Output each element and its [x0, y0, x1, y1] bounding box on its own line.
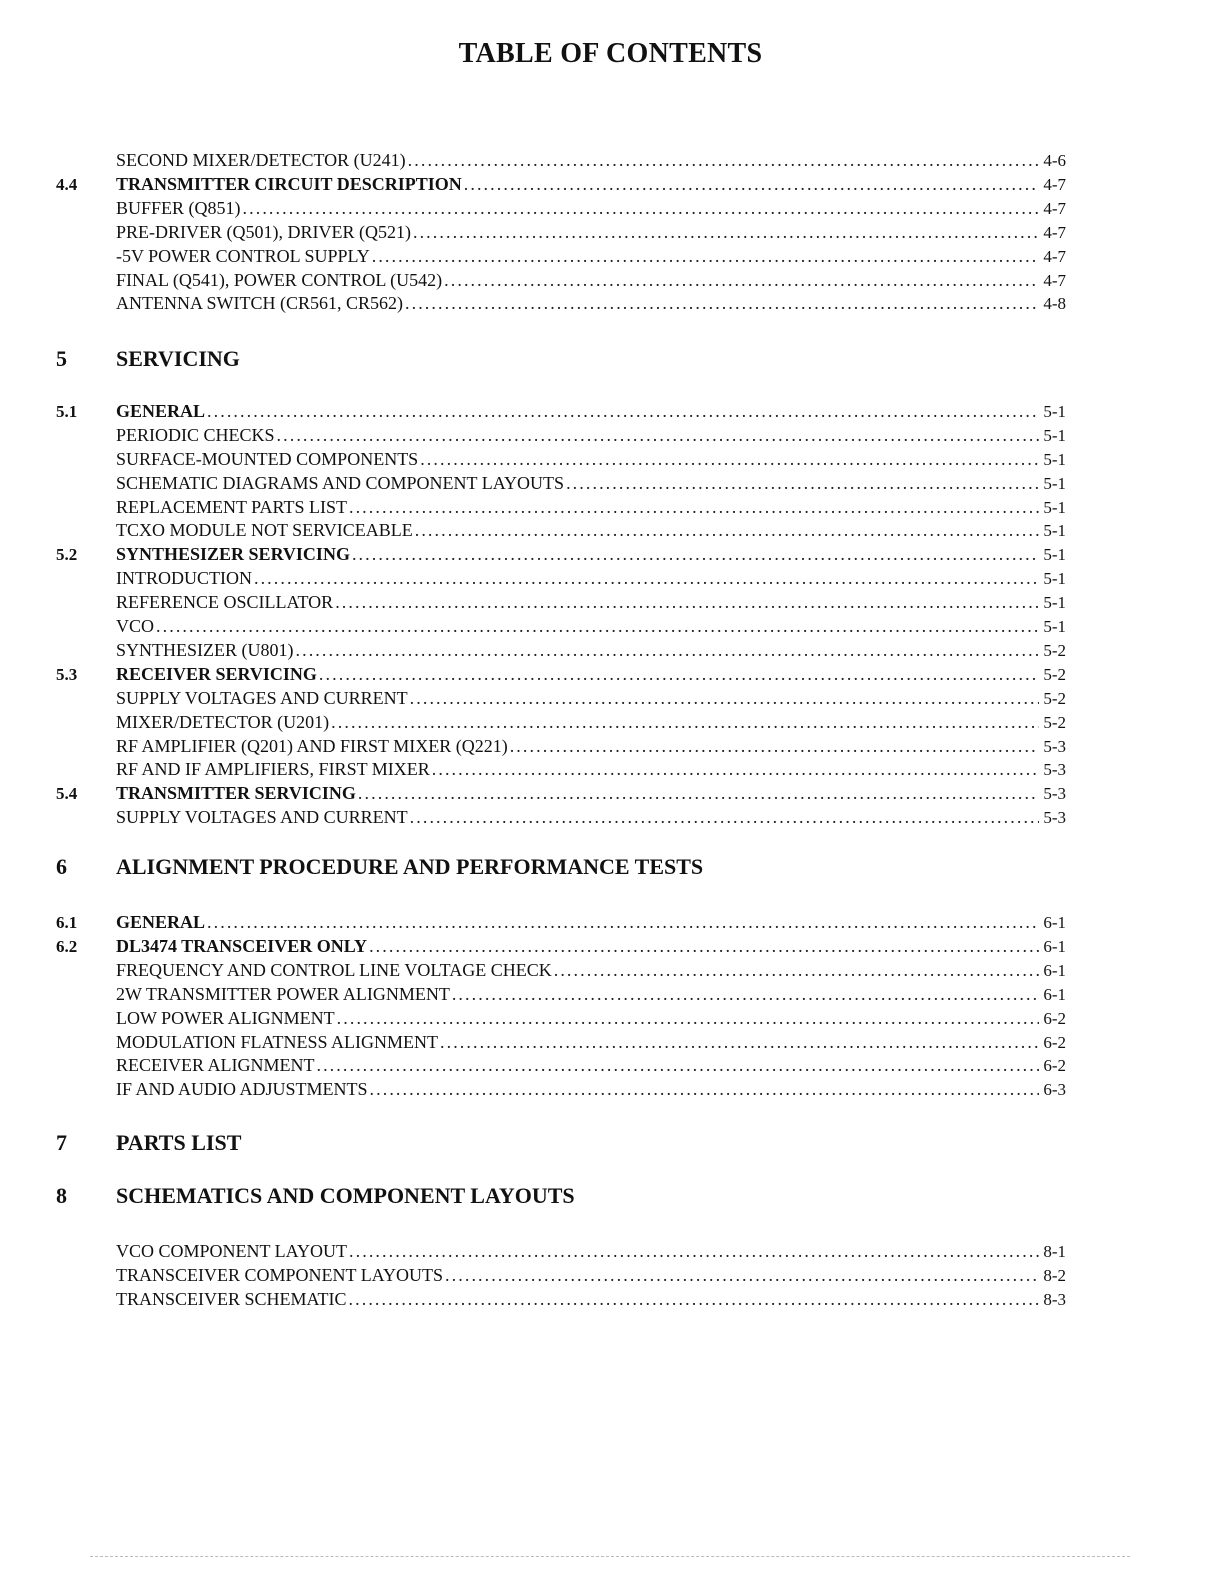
toc-entry[interactable]	[56, 424, 1066, 447]
dot-leader	[243, 197, 1040, 219]
toc-entry-page: 5-2	[1043, 665, 1066, 684]
toc-entry[interactable]	[56, 1078, 1066, 1101]
toc-entry-number: 6.1	[56, 913, 78, 932]
dot-leader	[349, 1288, 1040, 1310]
dot-leader	[420, 448, 1039, 470]
dot-leader	[432, 758, 1040, 780]
toc-entry-page: 6-2	[1043, 1056, 1066, 1075]
toc-entry-label: -5V POWER CONTROL SUPPLY	[116, 246, 370, 266]
toc-entry[interactable]	[56, 1007, 1066, 1030]
toc-entry-page: 4-7	[1043, 247, 1066, 266]
toc-entry[interactable]	[56, 245, 1066, 268]
toc-entry[interactable]	[56, 711, 1066, 734]
section-title: SERVICING	[116, 346, 240, 371]
toc-entry-label: DL3474 TRANSCEIVER ONLY	[116, 936, 368, 956]
dot-leader	[352, 543, 1039, 565]
toc-entry-page: 5-1	[1043, 402, 1066, 421]
toc-entry-label: TCXO MODULE NOT SERVICEABLE	[116, 520, 413, 540]
toc-entry[interactable]	[56, 1054, 1066, 1077]
toc-entry[interactable]	[56, 663, 1066, 686]
toc-entry[interactable]	[56, 292, 1066, 315]
toc-entry-page: 5-1	[1043, 545, 1066, 564]
toc-entry-label: BUFFER (Q851)	[116, 198, 241, 218]
section-number: 5	[56, 346, 67, 371]
toc-entry[interactable]	[56, 806, 1066, 829]
toc-entry-page: 4-7	[1043, 199, 1066, 218]
section-title: SCHEMATICS AND COMPONENT LAYOUTS	[116, 1183, 575, 1208]
toc-entry-page: 4-7	[1043, 223, 1066, 242]
toc-entry-label: MIXER/DETECTOR (U201)	[116, 712, 330, 732]
toc-entry-page: 4-7	[1043, 271, 1066, 290]
dot-leader	[331, 711, 1039, 733]
toc-entry-label: FREQUENCY AND CONTROL LINE VOLTAGE CHECK	[116, 960, 552, 980]
toc-entry-label: VCO COMPONENT LAYOUT	[116, 1241, 348, 1261]
section-heading[interactable]	[56, 1183, 575, 1209]
toc-entry[interactable]	[56, 1240, 1066, 1263]
section-heading[interactable]	[56, 1130, 241, 1156]
dot-leader	[464, 173, 1040, 195]
dot-leader	[405, 292, 1039, 314]
toc-entry-label: SURFACE-MOUNTED COMPONENTS	[116, 449, 419, 469]
toc-entry-page: 5-1	[1043, 593, 1066, 612]
toc-entry-page: 5-2	[1043, 689, 1066, 708]
toc-entry-number: 5.3	[56, 665, 78, 684]
toc-entry-label: ANTENNA SWITCH (CR561, CR562)	[116, 293, 403, 313]
toc-entry-label: SUPPLY VOLTAGES AND CURRENT	[116, 807, 408, 827]
toc-entry[interactable]	[56, 935, 1066, 958]
toc-entry[interactable]	[56, 567, 1066, 590]
toc-entry[interactable]	[56, 687, 1066, 710]
toc-entry-page: 5-1	[1043, 474, 1066, 493]
toc-entry-label: MODULATION FLATNESS ALIGNMENT	[116, 1032, 438, 1052]
dot-leader	[337, 1007, 1040, 1029]
dot-leader	[372, 245, 1040, 267]
toc-entry-page: 5-1	[1043, 450, 1066, 469]
toc-entry-number: 5.1	[56, 402, 78, 421]
dot-leader	[358, 782, 1039, 804]
toc-entry-label: RECEIVER ALIGNMENT	[116, 1055, 315, 1075]
toc-entry-number: 5.4	[56, 784, 78, 803]
toc-entry-label: RECEIVER SERVICING	[116, 664, 317, 684]
toc-entry[interactable]	[56, 1031, 1066, 1054]
toc-entry-page: 4-6	[1043, 151, 1066, 170]
toc-entry[interactable]	[56, 543, 1066, 566]
toc-entry[interactable]	[56, 782, 1066, 805]
dot-leader	[444, 269, 1039, 291]
dot-leader	[349, 1240, 1039, 1262]
section-number: 8	[56, 1183, 67, 1208]
toc-entry[interactable]	[56, 400, 1066, 423]
toc-entry-page: 6-1	[1043, 985, 1066, 1004]
dot-leader	[440, 1031, 1039, 1053]
toc-entry[interactable]	[56, 959, 1066, 982]
dot-leader	[445, 1264, 1039, 1286]
toc-entry-label: TRANSMITTER CIRCUIT DESCRIPTION	[116, 174, 462, 194]
dot-leader	[554, 959, 1040, 981]
toc-entry-label: VCO	[116, 616, 155, 636]
dot-leader	[156, 615, 1039, 637]
toc-entry-page: 5-1	[1043, 569, 1066, 588]
dot-leader	[296, 639, 1040, 661]
toc-entry-label: IF AND AUDIO ADJUSTMENTS	[116, 1079, 368, 1099]
dot-leader	[413, 221, 1039, 243]
toc-entry-page: 4-8	[1043, 294, 1066, 313]
bottom-rule	[90, 1556, 1130, 1557]
toc-entry[interactable]	[56, 448, 1066, 471]
dot-leader	[452, 983, 1040, 1005]
toc-entry-label: SCHEMATIC DIAGRAMS AND COMPONENT LAYOUTS	[116, 473, 565, 493]
toc-entry-label: SECOND MIXER/DETECTOR (U241)	[116, 150, 406, 170]
section-heading[interactable]	[56, 854, 703, 880]
toc-entry[interactable]	[56, 983, 1066, 1006]
dot-leader	[410, 806, 1040, 828]
toc-entry-label: 2W TRANSMITTER POWER ALIGNMENT	[116, 984, 450, 1004]
toc-entry-number: 5.2	[56, 545, 78, 564]
toc-entry-label: RF AMPLIFIER (Q201) AND FIRST MIXER (Q221)	[116, 736, 508, 756]
toc-entry[interactable]	[56, 591, 1066, 614]
dot-leader	[254, 567, 1039, 589]
toc-entry-label: TRANSMITTER SERVICING	[116, 783, 356, 803]
toc-entry-page: 5-1	[1043, 617, 1066, 636]
toc-entry-page: 5-3	[1043, 737, 1066, 756]
section-title: PARTS LIST	[116, 1130, 242, 1155]
toc-entry[interactable]	[56, 149, 1066, 172]
toc-entry[interactable]	[56, 735, 1066, 758]
toc-entry-number: 6.2	[56, 937, 78, 956]
toc-entry-page: 8-3	[1043, 1290, 1066, 1309]
toc-entry[interactable]	[56, 173, 1066, 196]
section-number: 6	[56, 854, 67, 879]
dot-leader	[370, 1078, 1040, 1100]
section-title: ALIGNMENT PROCEDURE AND PERFORMANCE TESTS	[116, 854, 704, 879]
dot-leader	[369, 935, 1039, 957]
toc-entry-page: 5-3	[1043, 760, 1066, 779]
toc-entry-page: 6-1	[1043, 937, 1066, 956]
dot-leader	[408, 149, 1040, 171]
toc-entry-page: 5-3	[1043, 784, 1066, 803]
toc-entry[interactable]	[56, 911, 1066, 934]
dot-leader	[277, 424, 1040, 446]
toc-entry-label: GENERAL	[116, 401, 206, 421]
toc-entry-label: SYNTHESIZER SERVICING	[116, 544, 350, 564]
toc-entry-page: 5-2	[1043, 641, 1066, 660]
toc-entry-label: GENERAL	[116, 912, 206, 932]
toc-entry-number: 4.4	[56, 175, 78, 194]
dot-leader	[207, 400, 1039, 422]
page-title: TABLE OF CONTENTS	[458, 38, 763, 69]
dot-leader	[316, 1054, 1039, 1076]
toc-entry[interactable]	[56, 269, 1066, 292]
section-number: 7	[56, 1130, 67, 1155]
toc-entry-page: 8-1	[1043, 1242, 1066, 1261]
toc-entry-page: 6-3	[1043, 1080, 1066, 1099]
toc-entry-label: REFERENCE OSCILLATOR	[116, 592, 334, 612]
toc-entry-label: REPLACEMENT PARTS LIST	[116, 497, 347, 517]
toc-entry-page: 8-2	[1043, 1266, 1066, 1285]
toc-entry-page: 6-2	[1043, 1009, 1066, 1028]
dot-leader	[319, 663, 1039, 685]
toc-entry-label: TRANSCEIVER SCHEMATIC	[116, 1289, 347, 1309]
toc-entry[interactable]	[56, 615, 1066, 638]
dot-leader	[207, 911, 1039, 933]
toc-entry[interactable]	[56, 1288, 1066, 1311]
toc-entry-page: 6-1	[1043, 913, 1066, 932]
toc-entry-page: 6-2	[1043, 1033, 1066, 1052]
dot-leader	[566, 472, 1039, 494]
dot-leader	[410, 687, 1040, 709]
toc-entry-label: TRANSCEIVER COMPONENT LAYOUTS	[116, 1265, 444, 1285]
toc-entry[interactable]	[56, 472, 1066, 495]
toc-entry-page: 5-1	[1043, 498, 1066, 517]
toc-entry-page: 4-7	[1043, 175, 1066, 194]
toc-entry[interactable]	[56, 197, 1066, 220]
dot-leader	[335, 591, 1039, 613]
section-heading[interactable]	[56, 346, 240, 372]
toc-entry[interactable]	[56, 496, 1066, 519]
toc-entry-label: PERIODIC CHECKS	[116, 425, 275, 445]
toc-entry-label: LOW POWER ALIGNMENT	[116, 1008, 335, 1028]
toc-entry-page: 6-1	[1043, 961, 1066, 980]
toc-entry-label: RF AND IF AMPLIFIERS, FIRST MIXER	[116, 759, 430, 779]
toc-entry-label: PRE-DRIVER (Q501), DRIVER (Q521)	[116, 222, 411, 242]
toc-entry-page: 5-2	[1043, 713, 1066, 732]
toc-entry-label: SUPPLY VOLTAGES AND CURRENT	[116, 688, 408, 708]
toc-entry-label: FINAL (Q541), POWER CONTROL (U542)	[116, 270, 443, 290]
toc-entry-page: 5-1	[1043, 521, 1066, 540]
toc-entry[interactable]	[56, 221, 1066, 244]
toc-entry-label: SYNTHESIZER (U801)	[116, 640, 294, 660]
toc-entry[interactable]	[56, 639, 1066, 662]
dot-leader	[510, 735, 1040, 757]
toc-entry-label: INTRODUCTION	[116, 568, 252, 588]
dot-leader	[349, 496, 1039, 518]
toc-entry[interactable]	[56, 758, 1066, 781]
toc-entry[interactable]	[56, 519, 1066, 542]
toc-entry-page: 5-1	[1043, 426, 1066, 445]
toc-entry[interactable]	[56, 1264, 1066, 1287]
toc-entry-page: 5-3	[1043, 808, 1066, 827]
dot-leader	[415, 519, 1040, 541]
